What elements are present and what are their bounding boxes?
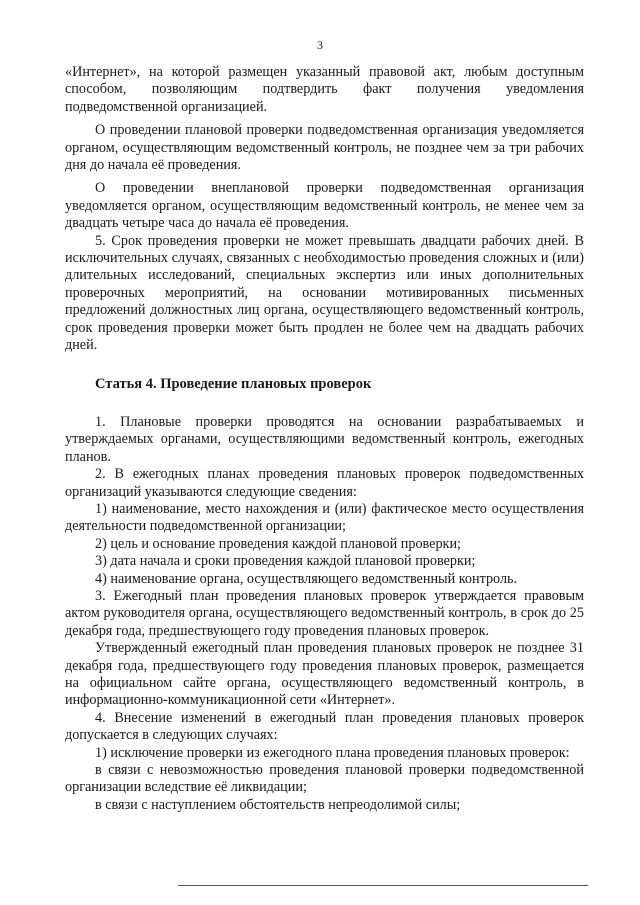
- paragraph: 3. Ежегодный план проведения плановых проверок утверждается правовым актом руководителя органа, осуществляющего ведомственный контроль, в срок до 25 декабря года, предшествующего году проведения плановых проверок.: [65, 587, 584, 639]
- page-number: 3: [317, 38, 323, 52]
- paragraph: 4. Внесение изменений в ежегодный план проведения плановых проверок допускается в следующих случаях:: [65, 709, 584, 744]
- paragraph: 1. Плановые проверки проводятся на основании разрабатываемых и утверждаемых органами, осуществляющими ведомственный контроль, ежегодных планов.: [65, 413, 584, 465]
- list-item: в связи с наступлением обстоятельств непреодолимой силы;: [95, 796, 461, 813]
- paragraph: О проведении плановой проверки подведомственная организация уведомляется органом, осуществляющим ведомственный контроль, не позднее чем за три рабочих дня до начала её проведения.: [65, 122, 584, 174]
- footer-divider: [178, 885, 588, 886]
- list-item: 2) цель и основание проведения каждой плановой проверки;: [95, 535, 461, 552]
- list-item: 3) дата начала и сроки проведения каждой плановой проверки;: [95, 553, 476, 570]
- list-item: 1) наименование, место нахождения и (или) фактическое место осуществления деятельности подведомственной организации;: [65, 500, 584, 535]
- paragraph: «Интернет», на которой размещен указанный правовой акт, любым доступным способом, позволяющим подтвердить факт получения уведомления подведомственной организацией.: [65, 64, 584, 115]
- article-heading: Статья 4. Проведение плановых проверок: [95, 375, 372, 392]
- document-body: [65, 64, 584, 814]
- paragraph: 5. Срок проведения проверки не может превышать двадцати рабочих дней. В исключительных случаях, связанных с необходимостью проведения сложных и (или) длительных исследований, специальных экспертиз или иных дополнительных проверочных мероприятий, на основании мотивированных письменных предложений должностных лиц органа, осуществляющего ведомственный контроль, срок проведения проверки может быть продлен не более чем на двадцать рабочих дней.: [65, 232, 584, 354]
- paragraph: О проведении внеплановой проверки подведомственная организация уведомляется органом, осуществляющим ведомственный контроль, не менее чем за двадцать четыре часа до начала её проведения.: [65, 180, 584, 232]
- list-item: в связи с невозможностью проведения плановой проверки подведомственной организации вследствие её ликвидации;: [65, 762, 584, 796]
- list-item: 4) наименование органа, осуществляющего ведомственный контроль.: [95, 570, 518, 587]
- paragraph: Утвержденный ежегодный план проведения плановых проверок не позднее 31 декабря года, предшествующего году проведения плановых проверок, размещается на официальном сайте органа, осуществляющего ведомственный контроль, в информационно-коммуникационной сети «Интернет».: [65, 640, 584, 709]
- list-item: 1) исключение проверки из ежегодного плана проведения плановых проверок:: [95, 744, 570, 761]
- paragraph: 2. В ежегодных планах проведения плановых проверок подведомственных организаций указываются следующие сведения:: [65, 466, 584, 500]
